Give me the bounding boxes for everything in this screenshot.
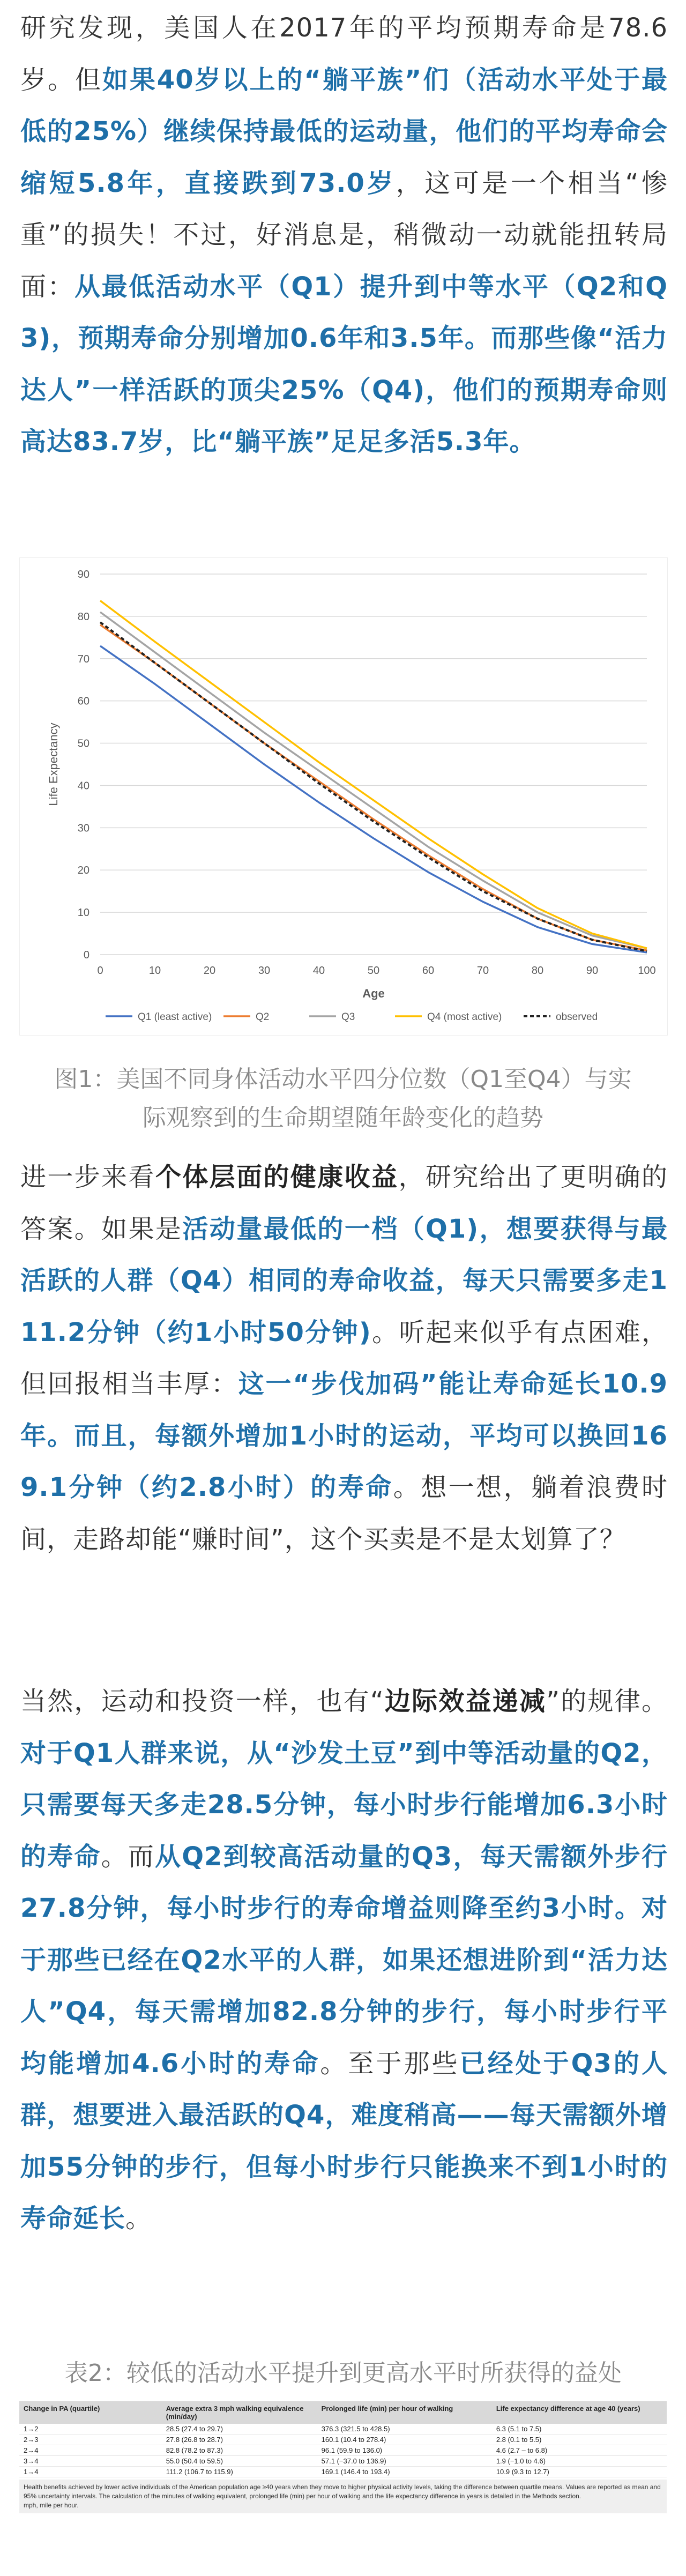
x-tick-label: 100 (638, 965, 656, 977)
y-tick-label: 50 (77, 738, 90, 750)
x-tick-label: 70 (476, 965, 489, 977)
legend-label: Q3 (341, 1011, 355, 1023)
x-tick-label: 40 (312, 965, 325, 977)
para3-run: 。 (125, 2203, 152, 2233)
table-cell: 82.8 (78.2 to 87.3) (162, 2445, 317, 2456)
y-tick-label: 80 (77, 611, 90, 623)
table-cell: 57.1 (−37.0 to 136.9) (317, 2456, 492, 2467)
paragraph-individual-benefit (20, 1151, 668, 1565)
y-axis-label: Life Expectancy (47, 723, 60, 806)
table-activity-benefits (19, 2401, 667, 2573)
x-tick-label: 90 (586, 965, 599, 977)
table-cell: 2→4 (19, 2445, 162, 2456)
y-tick-label: 70 (77, 653, 90, 665)
para3-run: 。而 (101, 1841, 155, 1872)
para3-run: ”的规律。 (546, 1686, 668, 1716)
para2-run: ，研究给出了更明确的答案。如果是 (20, 1162, 668, 1244)
table-cell: 3→4 (19, 2456, 162, 2467)
table-cell: 55.0 (50.4 to 59.5) (162, 2456, 317, 2467)
table-row (19, 2456, 667, 2467)
para3-run: 对于Q1人群来说，从“沙发土豆”到中等活动量的Q2，只需要每天多走28.5分钟，每小时步行能增加6.3小时的寿命 (20, 1738, 668, 1872)
table-body (19, 2424, 667, 2477)
para3-run: 。至于那些 (320, 2048, 460, 2079)
legend-label: Q4 (most active) (427, 1011, 502, 1023)
x-axis-label: Age (362, 987, 385, 1000)
x-tick-label: 20 (203, 965, 216, 977)
y-tick-label: 10 (77, 907, 90, 919)
para3-run: 已经处于Q3的人群，想要进入最活跃的Q4，难度稍高——每天需额外增加55分钟的步行，但每小时步行只能换来不到1小时的寿命延长 (20, 2048, 668, 2233)
table-cell: 1→4 (19, 2467, 162, 2477)
para2-run: 个体层面的健康收益 (155, 1162, 399, 1192)
table-cell: 10.9 (9.3 to 12.7) (492, 2467, 667, 2477)
legend-label: Q2 (256, 1011, 270, 1023)
para2-run: 活动量最低的一档（Q1)，想要获得与最活跃的人群（Q4）相同的寿命收益，每天只需要多走111.2分钟（约1小时50分钟) (20, 1213, 668, 1347)
x-tick-label: 50 (367, 965, 380, 977)
table-row (19, 2424, 667, 2434)
series-line (100, 601, 647, 948)
table-cell: 169.1 (146.4 to 193.4) (317, 2467, 492, 2477)
table-row (19, 2434, 667, 2445)
figure-life-expectancy-chart (19, 557, 668, 1036)
table-note (19, 2480, 667, 2513)
table-cell: 2.8 (0.1 to 5.5) (492, 2434, 667, 2445)
table-row (19, 2445, 667, 2456)
legend-label: observed (556, 1011, 598, 1023)
y-tick-label: 60 (77, 695, 90, 708)
para1-run: ，这可是一个相当“惨重”的损失！不过，好消息是，稍微动一动就能扭转局面： (20, 168, 668, 302)
table-cell: 1→2 (19, 2424, 162, 2434)
table-cell: 6.3 (5.1 to 7.5) (492, 2424, 667, 2434)
x-tick-label: 60 (422, 965, 435, 977)
table-cell: 111.2 (106.7 to 115.9) (162, 2467, 317, 2477)
figure1-caption: 图1：美国不同身体活动水平四分位数（Q1至Q4）与实际观察到的生命期望随年龄变化的趋势 (54, 1066, 632, 1131)
paragraph-life-expectancy (20, 2, 668, 468)
legend-label: Q1 (least active) (138, 1011, 212, 1023)
para2-run: 。听起来似乎有点困难，但回报相当丰厚： (20, 1317, 668, 1399)
table-cell: 28.5 (27.4 to 29.7) (162, 2424, 317, 2434)
table-cell: 1.9 (−1.0 to 4.6) (492, 2456, 667, 2467)
y-tick-label: 20 (77, 865, 90, 877)
table-cell: 27.8 (26.8 to 28.7) (162, 2434, 317, 2445)
para3-run: 边际效益递减 (384, 1686, 547, 1716)
x-tick-label: 10 (148, 965, 161, 977)
y-tick-label: 0 (83, 949, 90, 961)
table-cell: 96.1 (59.9 to 136.0) (317, 2445, 492, 2456)
table-header-cell: Life expectancy difference at age 40 (years) (492, 2401, 667, 2424)
table-note-abbrev: mph, mile per hour. (24, 2501, 79, 2509)
para3-run: 当然，运动和投资一样，也有“ (20, 1686, 384, 1716)
x-tick-label: 0 (97, 965, 103, 977)
table-cell: 160.1 (10.4 to 278.4) (317, 2434, 492, 2445)
benefits-table (19, 2401, 667, 2477)
table2-caption: 表2：较低的活动水平提升到更高水平时所获得的益处 (64, 2359, 622, 2387)
life-expectancy-line-chart (20, 558, 667, 1035)
table-header-cell: Prolonged life (min) per hour of walking (317, 2401, 492, 2424)
para2-run: 这一“步伐加码”能让寿命延长10.9年。而且，每额外增加1小时的运动，平均可以换回169.1分钟（约2.8小时）的寿命 (20, 1369, 668, 1502)
y-tick-label: 90 (77, 569, 90, 580)
table-cell: 4.6 (2.7 – to 6.8) (492, 2445, 667, 2456)
paragraph-diminishing-returns (20, 1676, 668, 2245)
table-header-row (19, 2401, 667, 2424)
para2-run: 进一步来看 (20, 1162, 155, 1192)
para1-run: 研究发现，美国人在2017年的平均预期寿命是78.6岁。但 (20, 13, 668, 95)
para1-run: 从最低活动水平（Q1）提升到中等水平（Q2和Q3)，预期寿命分别增加0.6年和3.5年。而那些像“活力达人”一样活跃的顶尖25%（Q4)，他们的预期寿命则高达83.7岁，比“躺平族”足足多活5.3年。 (20, 271, 668, 457)
y-tick-label: 30 (77, 822, 90, 835)
table-row (19, 2467, 667, 2477)
table-header-cell: Change in PA (quartile) (19, 2401, 162, 2424)
para2-run: 。想一想，躺着浪费时间，走路却能“赚时间”，这个买卖是不是太划算了？ (20, 1472, 668, 1554)
x-tick-label: 30 (258, 965, 271, 977)
y-tick-label: 40 (77, 780, 90, 792)
table-cell: 2→3 (19, 2434, 162, 2445)
x-tick-label: 80 (531, 965, 544, 977)
table-header-cell: Average extra 3 mph walking equivalence (min/day) (162, 2401, 317, 2424)
series-line (100, 625, 647, 950)
para1-run: 如果40岁以上的“躺平族”们（活动水平处于最低的25%）继续保持最低的运动量，他们的平均寿命会缩短5.8年，直接跌到73.0岁 (20, 64, 668, 198)
para3-run: 从Q2到较高活动量的Q3，每天需额外步行27.8分钟，每小时步行的寿命增益则降至约3小时。对于那些已经在Q2水平的人群，如果还想进阶到“活力达人”Q4，每天需增加82.8分钟的步行，每小时步行平均能增加4.6小时的寿命 (20, 1841, 668, 2079)
table-cell: 376.3 (321.5 to 428.5) (317, 2424, 492, 2434)
table-note-text: Health benefits achieved by lower active individuals of the American population age ≥40 years when they move to higher physical activity levels, taking the difference between quartile means. Values are reported as mean and 95% uncertainty intervals. The calculation of the minutes of walking equivalent, prolonged life (min) per hour of walking and the life expectancy difference in years is detailed in the Methods section. (24, 2483, 661, 2500)
